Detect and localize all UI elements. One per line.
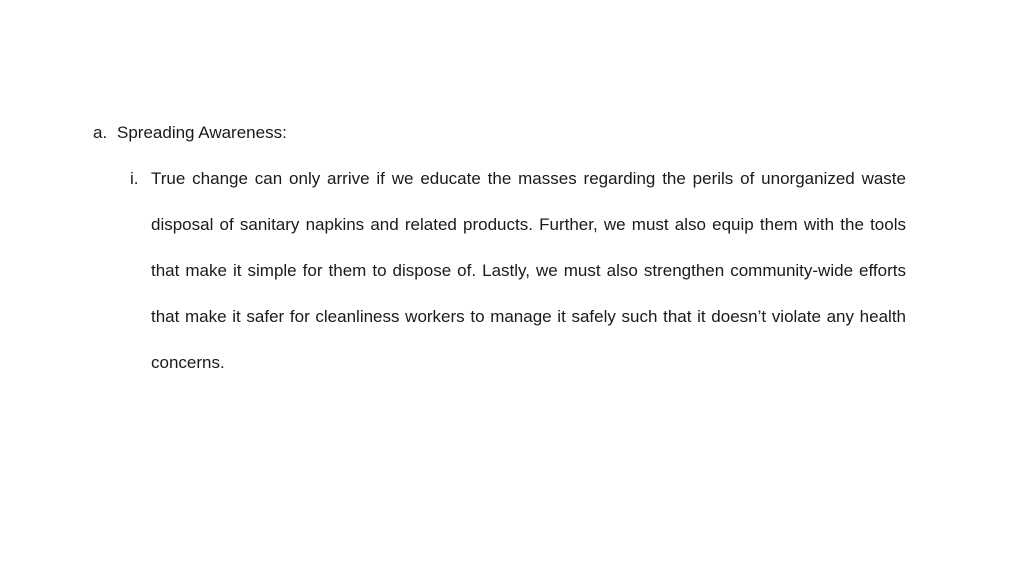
- section-heading: Spreading Awareness:: [117, 123, 287, 142]
- list-marker-a: a.: [93, 123, 108, 142]
- list-item-i: [130, 167, 906, 386]
- body-paragraph: True change can only arrive if we educate the masses regarding the perils of unorganized waste disposal of sanitary napkins and related products. Further, we must also equip them with the tools that make it simple for them to dispose of. Lastly, we must also strengthen community-wide efforts that make it safer for cleanliness workers to manage it safely such that it doesn’t violate any health concerns.: [151, 169, 906, 372]
- list-marker-i: i.: [130, 169, 139, 188]
- list-item-a: [93, 122, 287, 144]
